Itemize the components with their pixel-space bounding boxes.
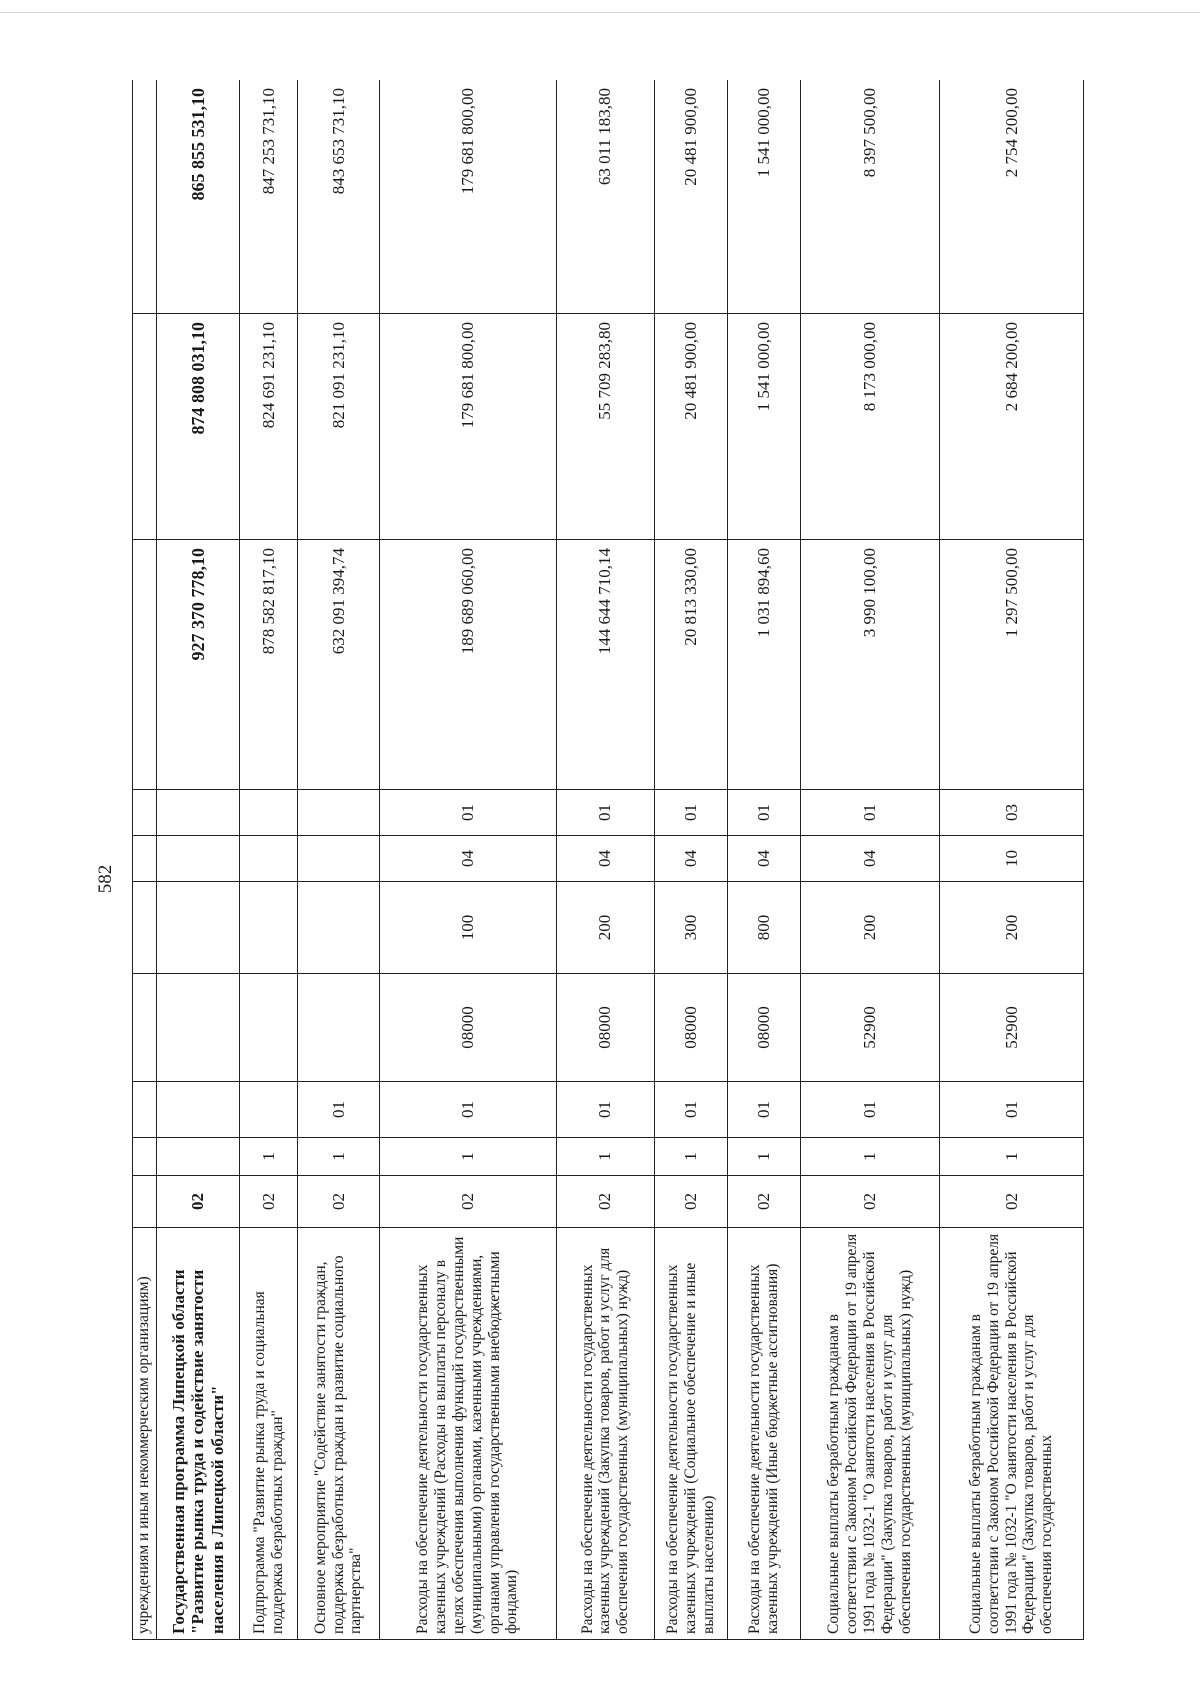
table-row (727, 80, 800, 1640)
amount-year-3: 843 653 731,10 (298, 80, 379, 314)
activity-code: 01 (654, 1082, 727, 1138)
activity-code: 01 (298, 1082, 379, 1138)
subprogram-code: 1 (727, 1138, 800, 1176)
amount-year-1: 878 582 817,10 (240, 540, 298, 790)
activity-code: 01 (379, 1082, 556, 1138)
row-name: Государственная программа Липецкой области "Развитие рынка труда и содействие занятости населения в Липецкой области" (156, 1228, 239, 1640)
subprogram-code (133, 1138, 157, 1176)
amount-year-1: 3 990 100,00 (800, 540, 940, 790)
section-code (133, 836, 157, 882)
section-code (240, 836, 298, 882)
amount-year-3 (133, 80, 157, 314)
activity-code (156, 1082, 239, 1138)
rotated-table-area (132, 80, 1084, 1640)
direction-code (133, 974, 157, 1082)
section-code: 04 (654, 836, 727, 882)
table-row (298, 80, 379, 1640)
page-edge-line (0, 12, 1200, 13)
row-name: Подпрограмма "Развитие рынка труда и социальная поддержка безработных граждан" (240, 1228, 298, 1640)
section-code (156, 836, 239, 882)
subprogram-code (156, 1138, 239, 1176)
row-name: Расходы на обеспечение деятельности государственных казенных учреждений (Социальное обеспечение и иные выплаты населению) (654, 1228, 727, 1640)
section-code: 04 (727, 836, 800, 882)
amount-year-3: 2 754 200,00 (940, 80, 1084, 314)
row-name: Расходы на обеспечение деятельности государственных казенных учреждений (Иные бюджетные ассигнования) (727, 1228, 800, 1640)
row-name: Социальные выплаты безработным гражданам в соответствии с Законом Российской Федерации от 19 апреля 1991 года № 1032-1 "О занятости населения в Российской Федерации" (Закупка товаров, работ и услуг для обеспечения государственных (муниципальных) нужд) (800, 1228, 940, 1640)
amount-year-2: 179 681 800,00 (379, 314, 556, 540)
section-code: 04 (556, 836, 654, 882)
subprogram-code: 1 (654, 1138, 727, 1176)
activity-code: 01 (800, 1082, 940, 1138)
expense-type-code: 200 (940, 882, 1084, 974)
row-name: Расходы на обеспечение деятельности государственных казенных учреждений (Закупка товаров, работ и услуг для обеспечения государственных (муниципальных) нужд) (556, 1228, 654, 1640)
subprogram-code: 1 (940, 1138, 1084, 1176)
activity-code (240, 1082, 298, 1138)
direction-code: 08000 (379, 974, 556, 1082)
amount-year-2: 20 481 900,00 (654, 314, 727, 540)
section-code (298, 836, 379, 882)
amount-year-2: 821 091 231,10 (298, 314, 379, 540)
rotated-table-container (132, 80, 1084, 1640)
subsection-code: 01 (556, 790, 654, 836)
subsection-code: 01 (654, 790, 727, 836)
activity-code (133, 1082, 157, 1138)
expense-type-code: 200 (800, 882, 940, 974)
subprogram-code: 1 (298, 1138, 379, 1176)
expense-type-code (156, 882, 239, 974)
program-code: 02 (800, 1176, 940, 1228)
direction-code: 52900 (940, 974, 1084, 1082)
activity-code: 01 (727, 1082, 800, 1138)
amount-year-3: 8 397 500,00 (800, 80, 940, 314)
program-code (133, 1176, 157, 1228)
expense-type-code: 200 (556, 882, 654, 974)
subprogram-code: 1 (240, 1138, 298, 1176)
amount-year-2: 8 173 000,00 (800, 314, 940, 540)
amount-year-2: 874 808 031,10 (156, 314, 239, 540)
amount-year-1 (133, 540, 157, 790)
table-row (133, 80, 157, 1640)
amount-year-3: 179 681 800,00 (379, 80, 556, 314)
direction-code (298, 974, 379, 1082)
amount-year-2: 55 709 283,80 (556, 314, 654, 540)
amount-year-1: 927 370 778,10 (156, 540, 239, 790)
program-code: 02 (156, 1176, 239, 1228)
amount-year-3: 20 481 900,00 (654, 80, 727, 314)
program-code: 02 (240, 1176, 298, 1228)
direction-code: 52900 (800, 974, 940, 1082)
expense-type-code: 800 (727, 882, 800, 974)
section-code: 04 (800, 836, 940, 882)
page-number: 582 (95, 864, 116, 894)
budget-table (132, 80, 1084, 1640)
direction-code (156, 974, 239, 1082)
amount-year-3: 1 541 000,00 (727, 80, 800, 314)
table-row (654, 80, 727, 1640)
row-name: Расходы на обеспечение деятельности государственных казенных учреждений (Расходы на выплаты персоналу в целях обеспечения выполнения функций государственными (муниципальными) органами, казенными учреждениями, органами управления государственными внебюджетными фондами) (379, 1228, 556, 1640)
table-row (940, 80, 1084, 1640)
expense-type-code: 100 (379, 882, 556, 974)
amount-year-2: 824 691 231,10 (240, 314, 298, 540)
expense-type-code (298, 882, 379, 974)
subsection-code (240, 790, 298, 836)
subsection-code (156, 790, 239, 836)
row-name: Основное мероприятие "Содействие занятости граждан, поддержка безработных граждан и развитие социального партнерства" (298, 1228, 379, 1640)
subprogram-code: 1 (556, 1138, 654, 1176)
program-code: 02 (654, 1176, 727, 1228)
expense-type-code (240, 882, 298, 974)
table-row (379, 80, 556, 1640)
row-name: Социальные выплаты безработным гражданам в соответствии с Законом Российской Федерации от 19 апреля 1991 года № 1032-1 "О занятости населения в Российской Федерации" (Закупка товаров, работ и услуг для обеспечения государственных (940, 1228, 1084, 1640)
table-row (800, 80, 940, 1640)
program-code: 02 (298, 1176, 379, 1228)
direction-code: 08000 (727, 974, 800, 1082)
program-code: 02 (379, 1176, 556, 1228)
subprogram-code: 1 (800, 1138, 940, 1176)
amount-year-2: 2 684 200,00 (940, 314, 1084, 540)
program-code: 02 (940, 1176, 1084, 1228)
amount-year-3: 847 253 731,10 (240, 80, 298, 314)
subsection-code: 01 (800, 790, 940, 836)
expense-type-code: 300 (654, 882, 727, 974)
amount-year-2 (133, 314, 157, 540)
subsection-code: 01 (727, 790, 800, 836)
program-code: 02 (727, 1176, 800, 1228)
direction-code: 08000 (654, 974, 727, 1082)
subsection-code: 03 (940, 790, 1084, 836)
table-row (156, 80, 239, 1640)
amount-year-1: 1 297 500,00 (940, 540, 1084, 790)
row-name: учреждениям и иным некоммерческим организациям) (133, 1228, 157, 1640)
subprogram-code: 1 (379, 1138, 556, 1176)
direction-code (240, 974, 298, 1082)
amount-year-1: 144 644 710,14 (556, 540, 654, 790)
amount-year-3: 865 855 531,10 (156, 80, 239, 314)
direction-code: 08000 (556, 974, 654, 1082)
subsection-code (133, 790, 157, 836)
amount-year-1: 189 689 060,00 (379, 540, 556, 790)
section-code: 04 (379, 836, 556, 882)
activity-code: 01 (940, 1082, 1084, 1138)
activity-code: 01 (556, 1082, 654, 1138)
amount-year-1: 1 031 894,60 (727, 540, 800, 790)
expense-type-code (133, 882, 157, 974)
program-code: 02 (556, 1176, 654, 1228)
subsection-code (298, 790, 379, 836)
amount-year-1: 632 091 394,74 (298, 540, 379, 790)
section-code: 10 (940, 836, 1084, 882)
table-row (240, 80, 298, 1640)
subsection-code: 01 (379, 790, 556, 836)
table-row (556, 80, 654, 1640)
amount-year-1: 20 813 330,00 (654, 540, 727, 790)
amount-year-2: 1 541 000,00 (727, 314, 800, 540)
amount-year-3: 63 011 183,80 (556, 80, 654, 314)
